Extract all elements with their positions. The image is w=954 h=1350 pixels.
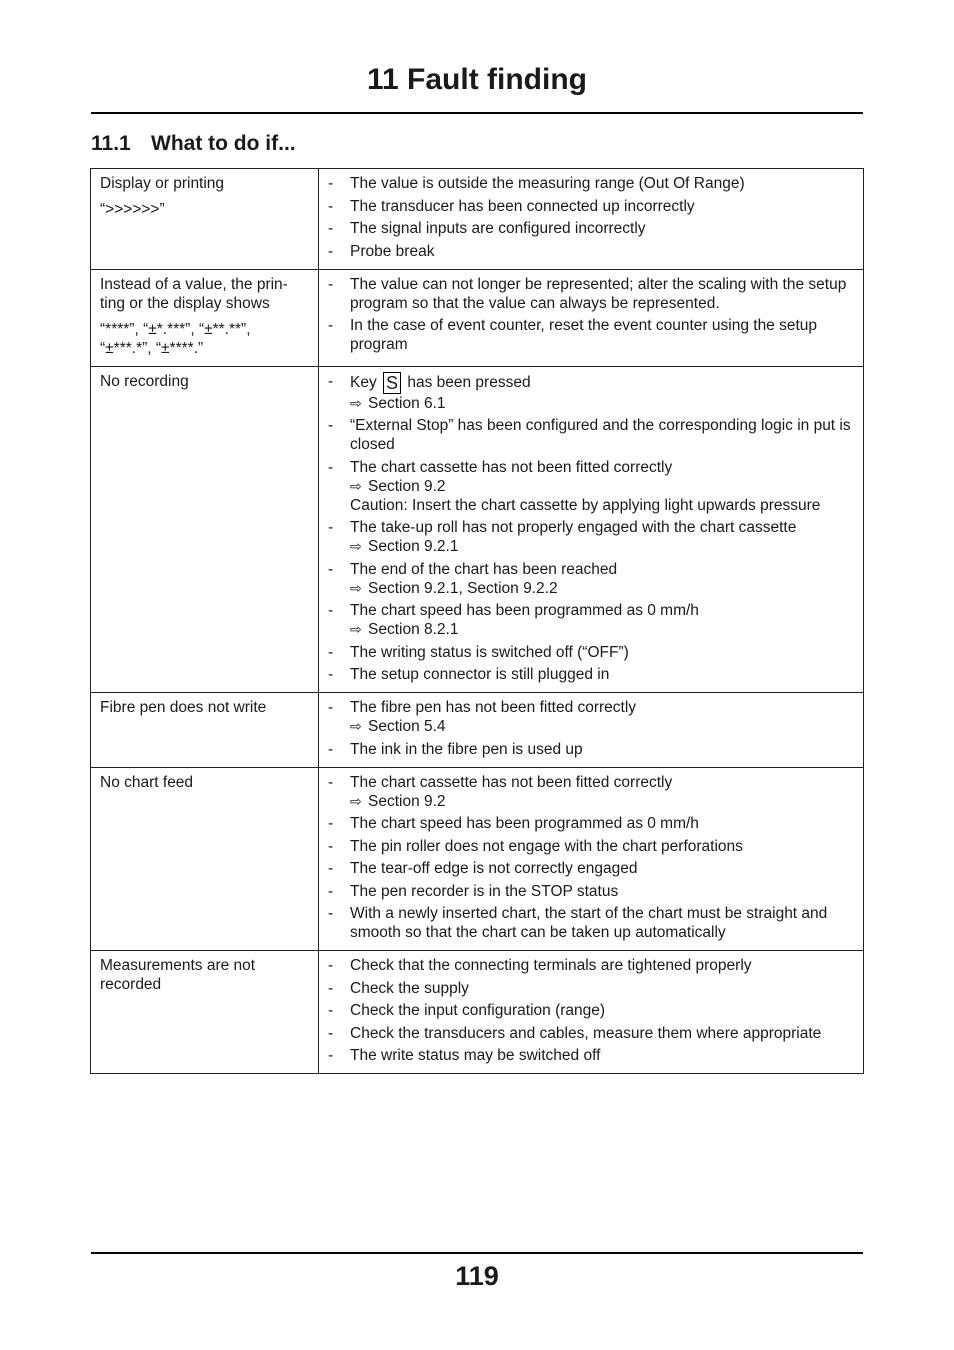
fault-row	[91, 951, 864, 1074]
cause-text: - With a newly inserted chart, the start of the chart must be straight and smooth so that the chart can be taken up automatically	[350, 905, 828, 941]
problem-text: “±***.*”, “±****.”	[100, 339, 204, 357]
section-reference-text: Section 9.2.1	[368, 538, 459, 555]
problem-cell	[91, 693, 319, 768]
causes-cell	[319, 767, 864, 951]
cause-item	[328, 458, 854, 515]
cause-text: - Check the transducers and cables, measure them where appropriate	[350, 1024, 822, 1042]
cause-item	[328, 242, 854, 261]
footer-rule	[91, 1252, 863, 1254]
problem-text: ting or the display shows	[100, 294, 270, 312]
cause-text: - The ink in the fibre pen is used up	[350, 740, 583, 758]
cause-text: - Check that the connecting terminals are tightened properly	[350, 957, 752, 974]
key-s-icon: S	[383, 372, 401, 394]
cause-item	[328, 518, 854, 556]
cause-text: - Check the supply	[350, 979, 469, 997]
page-number: 119	[455, 1261, 499, 1291]
problem-text: Display or printing	[100, 175, 225, 192]
problem-text: Instead of a value, the prin-	[100, 275, 288, 293]
causes-cell	[319, 269, 864, 366]
fault-row	[91, 693, 864, 768]
cause-item	[328, 773, 854, 811]
section-reference	[350, 537, 854, 556]
header-rule	[91, 112, 863, 114]
cause-text: - The transducer has been connected up incorrectly	[350, 197, 695, 215]
cause-item	[328, 560, 854, 598]
cause-text: - The chart cassette has not been fitted correctly	[350, 458, 673, 476]
cause-item	[328, 882, 854, 901]
cause-list	[328, 956, 854, 1065]
cause-item	[328, 740, 854, 759]
fault-row	[91, 269, 864, 366]
cause-item	[328, 814, 854, 833]
cause-item	[328, 174, 854, 193]
problem-cell	[91, 169, 319, 270]
cause-item	[328, 1024, 854, 1043]
cause-item	[328, 372, 854, 413]
cause-text: - The value can not longer be represented; alter the scaling with the setup program so that the value can always be represented.	[350, 275, 847, 312]
problem-text: No chart feed	[100, 773, 194, 791]
cause-text: - The write status may be switched off	[350, 1047, 601, 1064]
arrow-right-outline-icon: ⇨	[350, 394, 362, 411]
section-number: 11.1	[91, 132, 131, 155]
cause-text: - The pin roller does not engage with the chart perforations	[350, 837, 743, 855]
section-reference	[350, 792, 854, 811]
section-reference-text: Section 9.2	[368, 792, 446, 810]
cause-text: - Probe break	[350, 242, 435, 260]
cause-item	[328, 416, 854, 454]
section-reference-text: Section 5.4	[368, 718, 446, 735]
problem-cell	[91, 951, 319, 1074]
cause-text: - The end of the chart has been reached	[350, 560, 618, 578]
cause-text	[350, 372, 854, 394]
cause-item	[328, 837, 854, 856]
problem-cell	[91, 366, 319, 693]
caution-note: Caution: Insert the chart cassette by applying light upwards pressure	[350, 496, 821, 514]
problem-text: No recording	[100, 372, 189, 390]
cause-text: - The pen recorder is in the STOP status	[350, 882, 619, 900]
cause-text: - The chart speed has been programmed as 0 mm/h	[350, 602, 699, 619]
section-heading	[91, 130, 296, 158]
cause-list	[328, 372, 854, 685]
fault-row	[91, 767, 864, 951]
cause-text: - The chart cassette has not been fitted correctly	[350, 773, 673, 791]
section-reference	[350, 394, 854, 413]
cause-text: - The tear-off edge is not correctly engaged	[350, 860, 638, 877]
cause-item	[328, 1046, 854, 1065]
arrow-right-outline-icon: ⇨	[350, 792, 362, 809]
causes-cell	[319, 169, 864, 270]
cause-text: - The writing status is switched off (“OFF”)	[350, 643, 629, 661]
problem-text: “>>>>>>”	[100, 201, 165, 218]
cause-text: - The signal inputs are configured incorrectly	[350, 220, 646, 237]
section-reference-text: Section 9.2.1, Section 9.2.2	[368, 579, 558, 597]
section-reference-text: Section 8.2.1	[368, 621, 459, 638]
cause-item	[328, 698, 854, 736]
cause-text: - The take-up roll has not properly engaged with the chart cassette	[350, 519, 797, 536]
cause-item	[328, 979, 854, 998]
cause-text: - In the case of event counter, reset the event counter using the setup program	[350, 317, 818, 353]
cause-list	[328, 275, 854, 355]
cause-item	[328, 665, 854, 684]
cause-item	[328, 275, 854, 313]
section-title: What to do if...	[151, 132, 296, 155]
cause-item	[328, 197, 854, 216]
arrow-right-outline-icon: ⇨	[350, 538, 362, 554]
cause-list	[328, 174, 854, 261]
cause-item	[328, 601, 854, 639]
cause-list	[328, 773, 854, 943]
cause-item	[328, 1001, 854, 1020]
section-reference	[350, 620, 854, 639]
section-reference	[350, 717, 854, 736]
cause-text: - Check the input configuration (range)	[350, 1002, 606, 1019]
fault-row	[91, 169, 864, 270]
fault-row	[91, 366, 864, 693]
cause-item	[328, 956, 854, 975]
arrow-right-outline-icon: ⇨	[350, 477, 362, 494]
fault-table-body	[91, 169, 864, 1074]
cause-item	[328, 643, 854, 662]
cause-key-suffix: has been pressed	[403, 373, 531, 391]
cause-item	[328, 904, 854, 942]
arrow-right-outline-icon: ⇨	[350, 621, 362, 637]
cause-item	[328, 316, 854, 354]
cause-text: - The setup connector is still plugged in	[350, 666, 610, 683]
cause-item	[328, 219, 854, 238]
section-reference	[350, 477, 854, 496]
problem-text: “****”, “±*.***”, “±**.**”,	[100, 320, 251, 338]
problem-text: recorded	[100, 976, 162, 993]
causes-cell	[319, 693, 864, 768]
problem-cell	[91, 767, 319, 951]
section-reference-text: Section 6.1	[368, 394, 446, 412]
problem-text: Measurements are not	[100, 957, 256, 974]
problem-cell	[91, 269, 319, 366]
problem-text: Fibre pen does not write	[100, 699, 267, 716]
cause-text: - The value is outside the measuring range (Out Of Range)	[350, 175, 745, 192]
cause-key-prefix: Key	[350, 373, 382, 391]
cause-text: - “External Stop” has been configured and the corresponding logic in put is closed	[350, 417, 851, 453]
cause-list	[328, 698, 854, 759]
cause-item	[328, 859, 854, 878]
section-reference	[350, 579, 854, 598]
arrow-right-outline-icon: ⇨	[350, 579, 362, 596]
section-reference-text: Section 9.2	[368, 477, 446, 495]
chapter-title: 11 Fault finding	[366, 63, 587, 96]
cause-text: - The fibre pen has not been fitted correctly	[350, 699, 637, 716]
fault-table	[90, 168, 864, 1074]
arrow-right-outline-icon: ⇨	[350, 718, 362, 734]
causes-cell	[319, 366, 864, 693]
cause-text: - The chart speed has been programmed as 0 mm/h	[350, 815, 699, 832]
causes-cell	[319, 951, 864, 1074]
